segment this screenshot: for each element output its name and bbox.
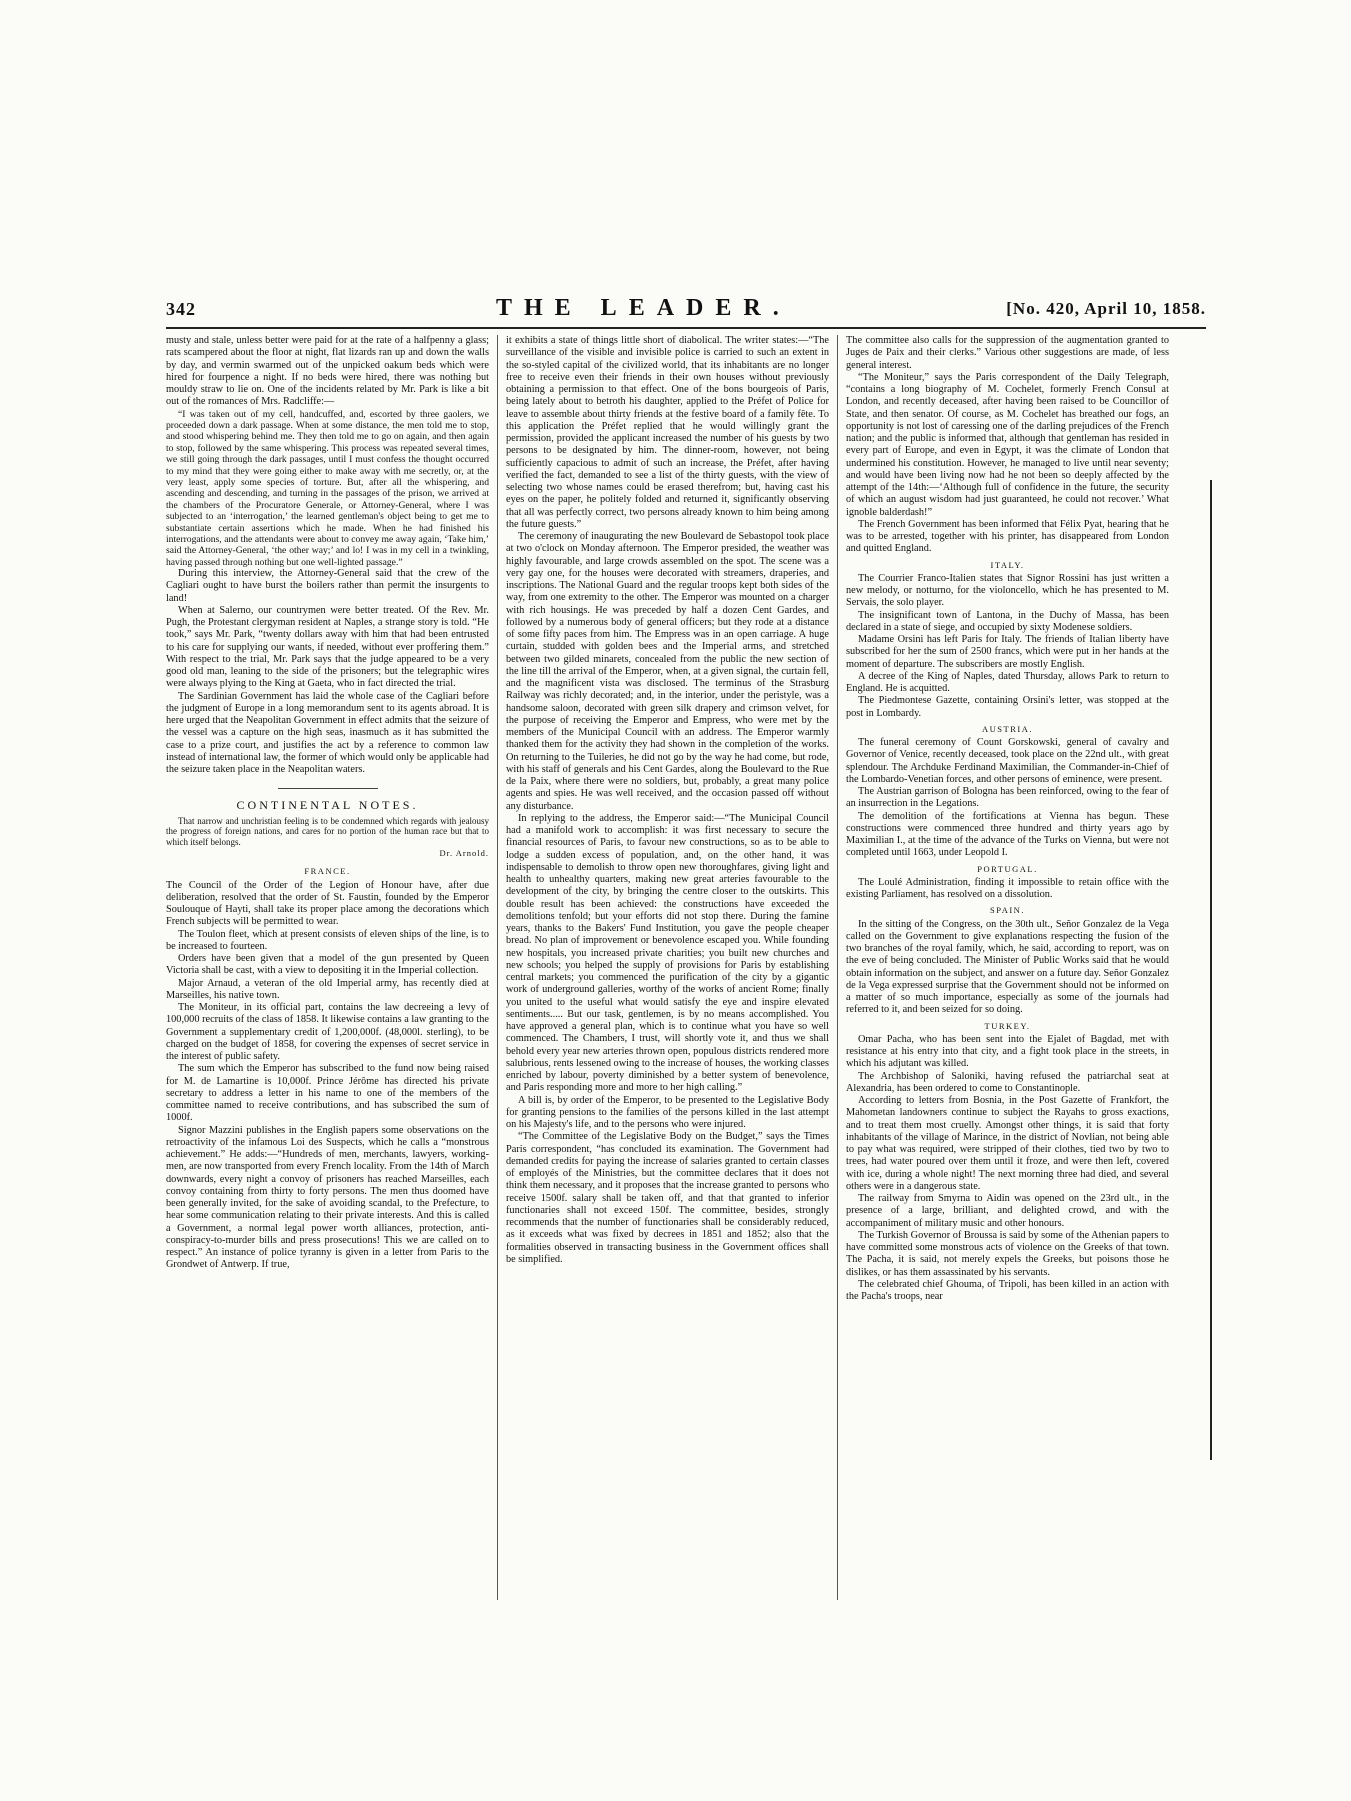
subheading-turkey: TURKEY. <box>984 1020 1031 1031</box>
paragraph: Madame Orsini has left Paris for Italy. The friends of Italian liberty have subscribed for her the sum of 2500 francs, which were put in her hands at the moment of departure. The subscribers are mostly English. <box>846 634 1169 670</box>
column-rule <box>497 335 498 1600</box>
paragraph: When at Salerno, our countrymen were better treated. Of the Rev. Mr. Pugh, the Protestant clergyman resident at Naples, a strange story is told. “He took,” says Mr. Park, “twenty dollars away with him that had been entrusted to his care for supplying our wants, if needed, without ever proffering them.” With respect to the trial, Mr. Park says that the judge appeared to be a very good old man, leaning to the side of the prisoners; but the telegraphic wires were always plying to the King at Gaeta, who in fact directed the trial. <box>166 604 489 690</box>
paragraph: The Austrian garrison of Bologna has been reinforced, owing to the fear of an insurrection in the Legations. <box>846 786 1169 810</box>
quotation: “I was taken out of my cell, handcuffed, and, escorted by three gaolers, we proceeded down a dark passage. When at some distance, the men told me to stop, and stood whispering behind me. They then told me to go on again, and then again to stop, followed by the same whispering. This process was repeated several times, we still going through the dark passages, until I must confess the thought occurred to my mind that they were going either to make away with me secretly, or, at the very least, apply some species of torture. But, after all the whispering, and ascending and descending, and turning in the passages of the prison, we arrived at the chambers of the Procuratore Generale, or Attorney-General, where I was subjected to an ‘interrogation,’ the learned gentleman's object being to get me to substantiate certain assertions which he made. When he had finished his interrogations, and the attendants were about to convey me away again, ‘Take him,’ said the Attorney-General, ‘the other way;’ and lo! I was in my cell in a twinkling, having passed through nothing but one well-lighted passage.” <box>166 408 489 568</box>
paragraph: The insignificant town of Lantona, in the Duchy of Massa, has been declared in a state of siege, and occupied by sixty Modenese soldiers. <box>846 609 1169 633</box>
paragraph: musty and stale, unless better were paid for at the rate of a halfpenny a glass; rats scampered about the floor at night, flat lizards ran up and down the walls by day, and vermin swarmed out of the unpicked oakum beds which were hired for fourpence a night. If no beds were hired, there was nothing but mouldy straw to lie on. One of the incidents related by Mr. Park is like a bit out of the romances of Mrs. Radcliffe:— <box>166 335 489 408</box>
paragraph: In the sitting of the Congress, on the 30th ult., Señor Gonzalez de la Vega called on the Government to give explanations respecting the fusion of the two branches of the royal family, which, he said, according to report, was on the eve of being concluded. The Minister of Public Works said that he would obtain information on the subject, and answer on a future day. Señor Gonzalez de la Vega expressed surprise that the Government should not be informed on a matter of so much importance, especially as some of the journals had referred to it, and been seized for so doing. <box>846 918 1169 1016</box>
paragraph: The sum which the Emperor has subscribed to the fund now being raised for M. de Lamartine is 10,000f. Prince Jérôme has directed his private secretary to address a letter in his name to one of the members of the committee named to receive contributions, and has subscribed the sum of 1000f. <box>166 1063 489 1124</box>
paragraph: The committee also calls for the suppression of the augmentation granted to Juges de Paix and their clerks.” Various other suggestions are made, of less general interest. <box>846 335 1169 371</box>
column-1 <box>166 335 489 1605</box>
page-header <box>166 295 1206 329</box>
paragraph: “The Committee of the Legislative Body on the Budget,” says the Times Paris correspondent, “has concluded its examination. The Government had demanded credits for paying the increase of salaries granted to certain classes of employés of the Ministries, but the committee declares that it does not think them necessary, and it proposes that the increase granted to persons who receive 1500f. salary shall be taken off, and that that granted to inferior functionaries shall not exceed 150f. The committee, besides, strongly recommends that the number of functionaries shall be considerably reduced, as it exceeds what was fixed by decrees in 1851 and 1852; also that the formalities observed in transacting business in the Government offices shall be simplified. <box>506 1131 829 1265</box>
paragraph: The Courrier Franco-Italien states that Signor Rossini has just written a new melody, or notturno, for the violoncello, which he has presented to M. Servais, the solo player. <box>846 572 1169 609</box>
paragraph: The Sardinian Government has laid the whole case of the Cagliari before the judgment of Europe in a long memorandum sent to its agents abroad. It is here urged that the Neapolitan Government in effect admits that the seizure of the vessel was a capture on the high seas, inasmuch as it has submitted the case to a prize court, and justifies the act by a reference to common law instead of international law, the former of which would only be applicable had the seizure taken place in the Neapolitan waters. <box>166 690 489 776</box>
paragraph: The Moniteur, in its official part, contains the law decreeing a levy of 100,000 recruits of the class of 1858. It likewise contains a law granting to the Government a supplementary credit of 1,200,000f. (48,000l. sterling), to be charged on the budget of 1858, for covering the expenses of secret service in the interest of public safety. <box>166 1002 489 1063</box>
masthead-title: THE LEADER. <box>496 295 791 321</box>
paragraph: Signor Mazzini publishes in the English papers some observations on the retroactivity of the infamous Loi des Suspects, which he calls a “monstrous achievement.” He adds:—“Hundreds of men, merchants, lawyers, working-men, are now transported from every French locality. From the 14th of March downwards, every night a convoy of prisoners has reached Marseilles, each convoy containing from thirty to forty persons. The men thus doomed have been generally invited, for the sake of avoiding scandal, to the Prefecture, to hear some communication relating to their private interests. And this is called a Government, a normal legal power worth alliances, protection, anti-conspiracy-to-murder bills and press prosecutions! This we are called on to respect.” An instance of police tyranny is given in a letter from Paris to the Grondwet of Antwerp. If true, <box>166 1124 489 1271</box>
epigraph: That narrow and unchristian feeling is to be condemned which regards with jealousy the progress of foreign nations, and cares for no portion of the human race but that to which itself belongs. <box>166 815 489 847</box>
column-rule <box>837 335 838 1600</box>
paragraph: The Turkish Governor of Broussa is said by some of the Athenian papers to have committed some monstrous acts of violence on the Greeks of that town. The Pacha, it is said, not merely expels the Greeks, but poisons those he dislikes, or has them assassinated by his servants. <box>846 1229 1169 1278</box>
paragraph: A decree of the King of Naples, dated Thursday, allows Park to return to England. He is acquitted. <box>846 670 1169 694</box>
paragraph: The railway from Smyrna to Aidin was opened on the 23rd ult., in the presence of a large, brilliant, and delighted crowd, and with the accompaniment of military music and other honours. <box>846 1193 1169 1229</box>
paragraph: The Piedmontese Gazette, containing Orsini's letter, was stopped at the post in Lombardy. <box>846 695 1169 719</box>
page-number: 342 <box>166 299 196 319</box>
subheading-italy: ITALY. <box>990 559 1025 570</box>
section-divider <box>278 788 378 789</box>
section-title: CONTINENTAL NOTES. <box>236 798 419 813</box>
column-3 <box>846 335 1169 1605</box>
subheading-france: FRANCE. <box>304 866 351 877</box>
paragraph: The funeral ceremony of Count Gorskowski, general of cavalry and Governor of Venice, recently deceased, took place on the 22nd ult., with great splendour. The Archduke Ferdinand Maximilian, the Commander-in-Chief of the Lombardo-Venetian forces, and other persons of eminence, were present. <box>846 737 1169 785</box>
paragraph: The Archbishop of Saloniki, having refused the patriarchal seat at Alexandria, has been ordered to come to Constantinople. <box>846 1070 1169 1094</box>
paragraph: Major Arnaud, a veteran of the old Imperial army, has recently died at Marseilles, his native town. <box>166 977 489 1001</box>
paragraph: Omar Pacha, who has been sent into the Ejalet of Bagdad, met with resistance at his entry into that city, and a fight took place in the streets, in which his adjutant was killed. <box>846 1033 1169 1070</box>
paragraph: “The Moniteur,” says the Paris correspondent of the Daily Telegraph, “contains a long biography of M. Cochelet, formerly French Consul at London, and recently deceased, after having been raised to be Councillor of State, and then senator. Of course, as M. Cochelet has breathed our fogs, an opportunity is not lost of caressing one of the darling prejudices of the French nation; and the public is informed that, although that gentleman has resided in every part of Europe, and even in Egypt, it was the climate of London that undermined his constitution. However, he managed to live until near seventy; and would have been living now had he not been so deeply affected by the attempt of the 14th:—‘Although full of confidence in the future, the security of which an august wisdom had just guaranteed, he could not recover.’ What ignoble balderdash!” <box>846 371 1169 518</box>
paragraph: The Council of the Order of the Legion of Honour have, after due deliberation, resolved that the order of St. Faustin, founded by the Emperor Soulouque of Hayti, shall take its proper place among the decorations which French subjects will be permitted to wear. <box>166 879 489 928</box>
subheading-austria: AUSTRIA. <box>982 723 1033 734</box>
column-2 <box>506 335 829 1605</box>
subheading-spain: SPAIN. <box>990 905 1025 916</box>
paragraph: The Loulé Administration, finding it impossible to retain office with the existing Parliament, has resolved on a dissolution. <box>846 876 1169 900</box>
paragraph: During this interview, the Attorney-General said that the crew of the Cagliari ought to have burst the boilers rather than permit the insurgents to land! <box>166 568 489 604</box>
subheading-portugal: PORTUGAL. <box>977 863 1038 874</box>
page-edge-shadow <box>1210 480 1212 1460</box>
paragraph: The demolition of the fortifications at Vienna has begun. These constructions were commenced three hundred and thirty years ago by Maximilian I., at the time of the advance of the Turks on Vienna, but were not completed until 1663, under Leopold I. <box>846 810 1169 859</box>
paragraph: A bill is, by order of the Emperor, to be presented to the Legislative Body for granting pensions to the families of the persons killed in the last attempt on his Majesty's life, and to the persons who were injured. <box>506 1094 829 1130</box>
newspaper-page <box>166 295 1206 1615</box>
paragraph: Orders have been given that a model of the gun presented by Queen Victoria shall be cast, with a view to depositing it in the Imperial collection. <box>166 953 489 977</box>
issue-info: [No. 420, April 10, 1858. <box>1006 299 1206 318</box>
paragraph: In replying to the address, the Emperor said:—“The Municipal Council had a manifold work to accomplish: it was first necessary to secure the financial resources of Paris, to favour new constructions, so as to be able to lodge a sudden excess of population, and, on the other hand, it was indispensable to demolish to throw open new thoroughfares, giving light and health to unhealthy quarters, making new great arteries favourable to the development of the city, by bringing the centre closer to the outskirts. This double result has been achieved: the constructions have exceeded the demolitions tenfold; but your efforts did not stop there. During the famine years, thanks to the Bakers' Fund Institution, you gave the people cheaper bread. No plan of improvement or benevolence escaped you. While founding new hospitals, you increased private charities; you built new churches and new schools; you helped the supply of provisions for Paris by establishing central markets; you commenced the purification of the city by a gigantic work of underground galleries, worthy of the works of ancient Rome; finally you united to the useful what would satisfy the eye and inspire elevated sentiments..... But our task, gentlemen, is by no means accomplished. You have approved a general plan, which is to continue what you have so well commenced. The Chambers, I trust, will shortly vote it, and thus we shall behold every year new arteries thrown open, populous districts rendered more salubrious, rents lessened owing to the increase of houses, the working classes enriched by labour, poverty diminished by a better system of benevolence, and Paris responding more and more to her high calling.” <box>506 812 829 1094</box>
paragraph: The ceremony of inaugurating the new Boulevard de Sebastopol took place at two o'clock on Monday afternoon. The Emperor presided, the weather was highly favourable, and large crowds assembled on the spot. The scene was a very gay one, for the houses were decorated with streamers, draperies, and inscriptions. The National Guard and the regular troops kept both sides of the way, from one extremity to the other. The Emperor was mounted on a charger with rich housings. He was preceded by half a dozen Cent Gardes, and followed by a numerous body of general officers; but they rode at a distance of some fifty paces from him. The Empress was in an open carriage. A huge curtain, studded with golden bees and the Imperial arms, and stretched between two gilded minarets, concealed from the public the new section of the line till the arrival of the Emperor, when, at a given signal, the curtain fell, and the magnificent vista was disclosed. The terminus of the Strasburg Railway was richly decorated; and, in the interior, under the peristyle, was a handsome saloon, decorated with green silk drapery and crimson velvet, for the purpose of receiving the Emperor and Empress, who were met by the members of the Municipal Council with an address. The Emperor warmly thanked them for the activity they had shown in the completion of the works. On returning to the Tuileries, he did not go by the way he had come, but rode, with his staff of generals and his Cent Gardes, along the Boulevard to the Rue de la Paix, where there were no soldiers, but, probably, a great many police agents and spies. He was well received, and the occasion passed off without any disturbance. <box>506 531 829 812</box>
paragraph: According to letters from Bosnia, in the Post Gazette of Frankfort, the Mahometan landowners continue to subject the Rayahs to gross exactions, and to treat them most cruelly. Amongst other things, it is said that forty inhabitants of the village of Marince, in the district of Novlian, not being able to pay what was required, were stripped of their clothes, tied two by two to trees, had water poured over them until it froze, and were then left, covered with ice, during a whole night! The next morning three had died, and several others were in a dangerous state. <box>846 1095 1169 1192</box>
paragraph: The French Government has been informed that Félix Pyat, hearing that he was to be arrested, together with his printer, has disappeared from London and quitted England. <box>846 518 1169 555</box>
epigraph-author: Dr. Arnold. <box>439 848 489 859</box>
paragraph: The Toulon fleet, which at present consists of eleven ships of the line, is to be increased to fourteen. <box>166 928 489 952</box>
paragraph: it exhibits a state of things little short of diabolical. The writer states:—“The surveillance of the visible and invisible police is carried to such an extent in the so-styled capital of the civilized world, that its inhabitants are no longer free to receive even their friends in their own houses without previously obtaining a permission to that effect. One of the bons bourgeois of Paris, being lately about to betroth his daughter, applied to the Préfet of Police for leave to assemble about thirty friends at the festive board of a family fête. To this application the Préfet replied that he would willingly grant the permission, provided the applicant increased the number of his guests by two persons to be designated by him. The dinner-room, however, not being sufficiently capacious to admit of such an increase, the Préfet, after having verified the fact, demanded to see a list of the thirty guests, with the view of selecting two whose names could be erased therefrom; but, having cast his eyes on the paper, he politely folded and returned it, significantly observing that all was perfectly correct, two persons already known to him being among the future guests.” <box>506 335 829 530</box>
paragraph: The celebrated chief Ghouma, of Tripoli, has been killed in an action with the Pacha's troops, near <box>846 1278 1169 1302</box>
